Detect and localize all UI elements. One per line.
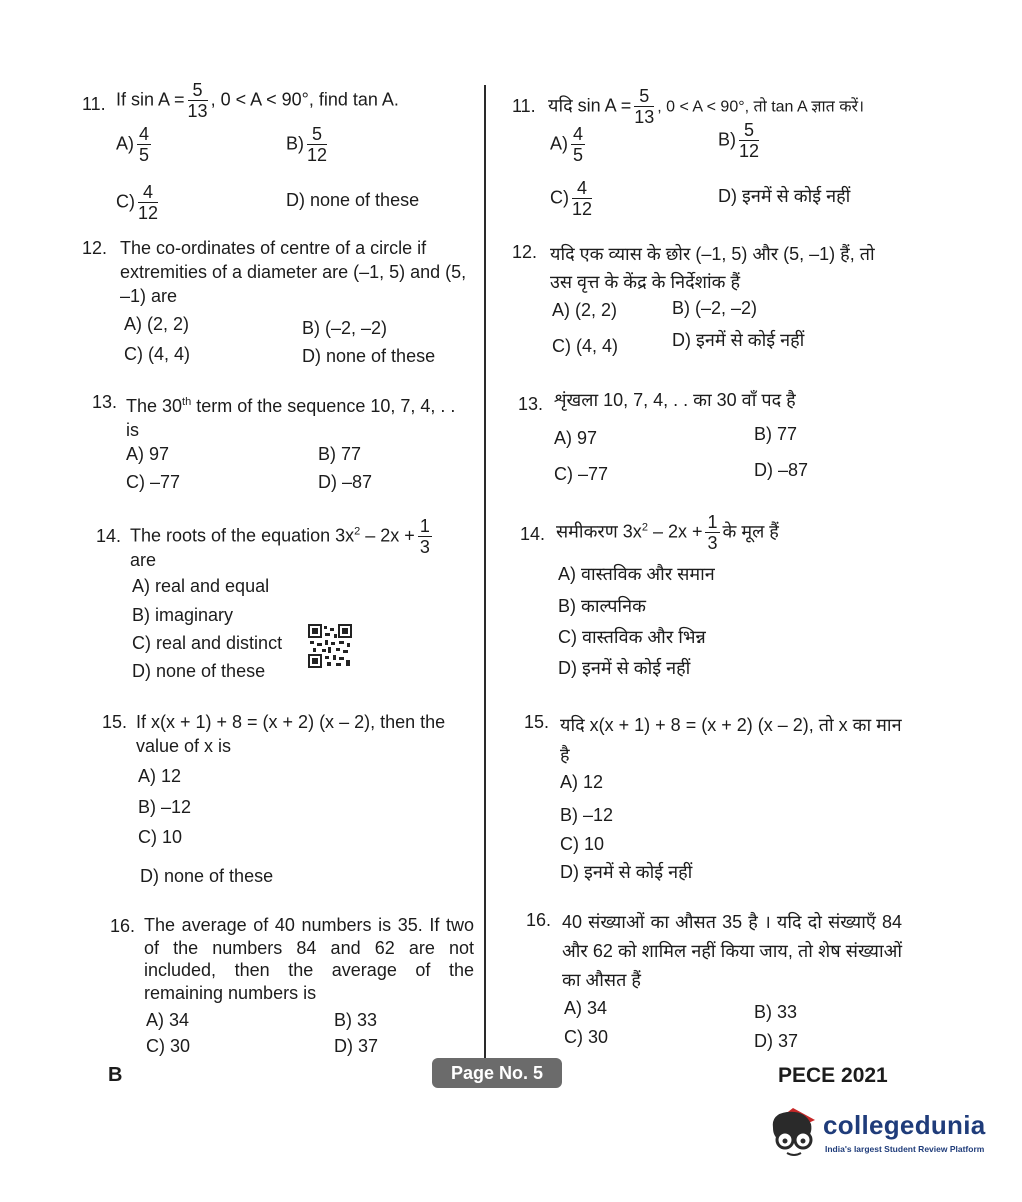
option-d: D) none of these: [140, 866, 274, 886]
option-a: A) $\frac{4}{5}$: [116, 124, 150, 165]
question-text: यदि एक व्यास के छोर (–1, 5) और (5, –1) हैं, तो उस वृत्त के केंद्र के निर्देशांक हैं: [550, 244, 875, 292]
brand-name: collegedunia: [823, 1110, 986, 1140]
option-d: D) –87: [318, 472, 373, 492]
option-b: B) (–2, –2): [672, 298, 758, 318]
option-c: C) 30: [146, 1036, 191, 1056]
question-paper-page: 11. If sin A = $\frac{5}{13}$ , 0 < A < 90°, find tan A. A) $\frac{4}{5}$ B) $\frac{5}{12}$ C) $\frac{4}{12}$ D) none of these 12. The co-ordinates of centre of a circle if extremities of a diameter are (–1, 5) and (5, –1) are A) (2, 2) B) (–2, –2) C) (4, 4) D) none of these 13. The 30th term of the sequence 10, 7, 4, . . is A) 97 B) 77 C) –77 D) –87 14. The roots of the equation $3x^2 - 2x$ + $\frac{1}{3}$ are A) real and equal B) imaginary C) real and distinct D) none of these 15. If x(x + 1) + 8 = (x + 2) (x – 2), then the value of x is A) 12 B) –12 C) 10 D) none of these 16. The average of 40 numbers is 35. If two of the numbers 84 and 62 are not included, then the average of the remaining numbers is A) 34 B) 33 C) 30 D) 37 11. यदि sin A = $\frac{5}{13}$ , 0 < A < 90°, तो tan A ज्ञात करें। A) $\frac{4}{5}$ B) $\frac{5}{12}$ C) $\frac{4}{12}$ D) इनमें से कोई नहीं 12. यदि एक व्यास के छोर (–1, 5) और (5, –1) हैं, तो उस वृत्त के केंद्र के निर्देशांक हैं A) (2, 2) B) (–2, –2) C) (4, 4) D) इनमें से कोई नहीं 13. शृंखला 10, 7, 4, . . का 30 वाँ पद है A) 97 B) 77 C) –77 D) –87 14. समीकरण $3x^2 - 2x$ + $\frac{1}{3}$ के मूल हैं A) वास्तविक और समान B) काल्पनिक C) वास्तविक और भिन्न D) इनमें से कोई नहीं 15. यदि x(x + 1) + 8 = (x + 2) (x – 2), तो x का मान है A) 12 B) –12 C) 10 D) इनमें से कोई नहीं 16. 40 संख्याओं का औसत 35 है । यदि दो संख्याएँ 84 और 62 को शामिल नहीं किया जाय, तो शेष संख्याओं का औसत हैं A) 34 B) 33 C) 30 D) 37 B Page No. 5 PECE 2021 collegedunia India's largest Student Review Platform: [0, 0, 1022, 1202]
option-c: C) –77: [126, 472, 181, 492]
option-a: A) (2, 2): [552, 300, 618, 320]
option-a: A) real and equal: [132, 576, 270, 596]
exam-name: PECE 2021: [778, 1064, 888, 1087]
option-a: A) वास्तविक और समान: [558, 564, 715, 584]
option-b: B) 33: [754, 1002, 798, 1022]
option-c: C) real and distinct: [132, 633, 283, 653]
question-text: The co-ordinates of centre of a circle if extremities of a diameter are (–1, 5) and (5, –1) are: [120, 238, 467, 306]
question-number: 11.: [82, 94, 106, 114]
option-a: A) 12: [138, 766, 182, 786]
question-text: शृंखला 10, 7, 4, . . का 30 वाँ पद है: [554, 390, 796, 410]
question-text: If sin A =: [116, 89, 185, 110]
collegedunia-logo: [765, 1100, 995, 1160]
question-text: , 0 < A < 90°, find tan A.: [210, 89, 399, 110]
question-text: If x(x + 1) + 8 = (x + 2) (x – 2), then the value of x is: [136, 712, 446, 756]
option-b: B) $\frac{5}{12}$: [718, 120, 760, 161]
fraction: $\frac{5}{13}$: [187, 80, 208, 121]
option-a: A) (2, 2): [124, 314, 190, 334]
option-c: C) (4, 4): [552, 336, 619, 356]
option-c: C) –77: [554, 464, 609, 484]
option-a: A) $\frac{4}{5}$: [550, 124, 584, 165]
question-text: are: [130, 550, 157, 570]
option-b: B) –12: [560, 805, 614, 825]
option-c: C) $\frac{4}{12}$: [116, 182, 159, 223]
option-c: C) वास्तविक और भिन्न: [558, 627, 706, 647]
question-text: 40 संख्याओं का औसत 35 है । यदि दो संख्याएँ 84 और 62 को शामिल नहीं किया जाय, तो शेष संख्याओं का औसत हैं: [562, 912, 902, 990]
option-d: D) इनमें से कोई नहीं: [718, 186, 851, 206]
qr-code-icon: [308, 624, 352, 668]
option-d: D) none of these: [302, 346, 436, 366]
mascot-icon: [765, 1100, 821, 1160]
option-d: D) 37: [754, 1031, 799, 1051]
option-d: D) 37: [334, 1036, 379, 1056]
column-divider: [484, 85, 486, 1060]
option-b: B) imaginary: [132, 605, 234, 625]
option-b: B) काल्पनिक: [558, 596, 646, 616]
option-a: A) 97: [554, 428, 598, 448]
page-number-badge: Page No. 5: [432, 1058, 562, 1088]
option-a: A) 34: [564, 998, 608, 1018]
option-b: B) 77: [318, 444, 362, 464]
option-b: B) 33: [334, 1010, 378, 1030]
option-b: B) $\frac{5}{12}$: [286, 124, 328, 165]
option-d: D) none of these: [286, 190, 420, 210]
option-d: D) none of these: [132, 661, 266, 681]
option-c: C) 10: [560, 834, 605, 854]
option-b: B) (–2, –2): [302, 318, 388, 338]
option-a: A) 12: [560, 772, 604, 792]
option-c: C) 10: [138, 827, 183, 847]
option-c: C) 30: [564, 1027, 609, 1047]
option-d: D) इनमें से कोई नहीं: [672, 330, 805, 350]
option-d: D) –87: [754, 460, 809, 480]
option-d: D) इनमें से कोई नहीं: [560, 862, 693, 882]
option-b: B) 77: [754, 424, 798, 444]
question-text: The average of 40 numbers is 35. If two of the numbers 84 and 62 are not included, then the average of the remaining numbers is: [144, 915, 474, 1003]
brand-tagline: India's largest Student Review Platform: [825, 1144, 985, 1154]
option-a: A) 34: [146, 1010, 190, 1030]
question-set-label: B: [108, 1064, 123, 1086]
question-text: यदि x(x + 1) + 8 = (x + 2) (x – 2), तो x का मान है: [560, 715, 902, 765]
option-a: A) 97: [126, 444, 170, 464]
option-c: C) $\frac{4}{12}$: [550, 178, 593, 219]
option-d: D) इनमें से कोई नहीं: [558, 658, 691, 678]
option-b: B) –12: [138, 797, 192, 817]
option-c: C) (4, 4): [124, 344, 191, 364]
